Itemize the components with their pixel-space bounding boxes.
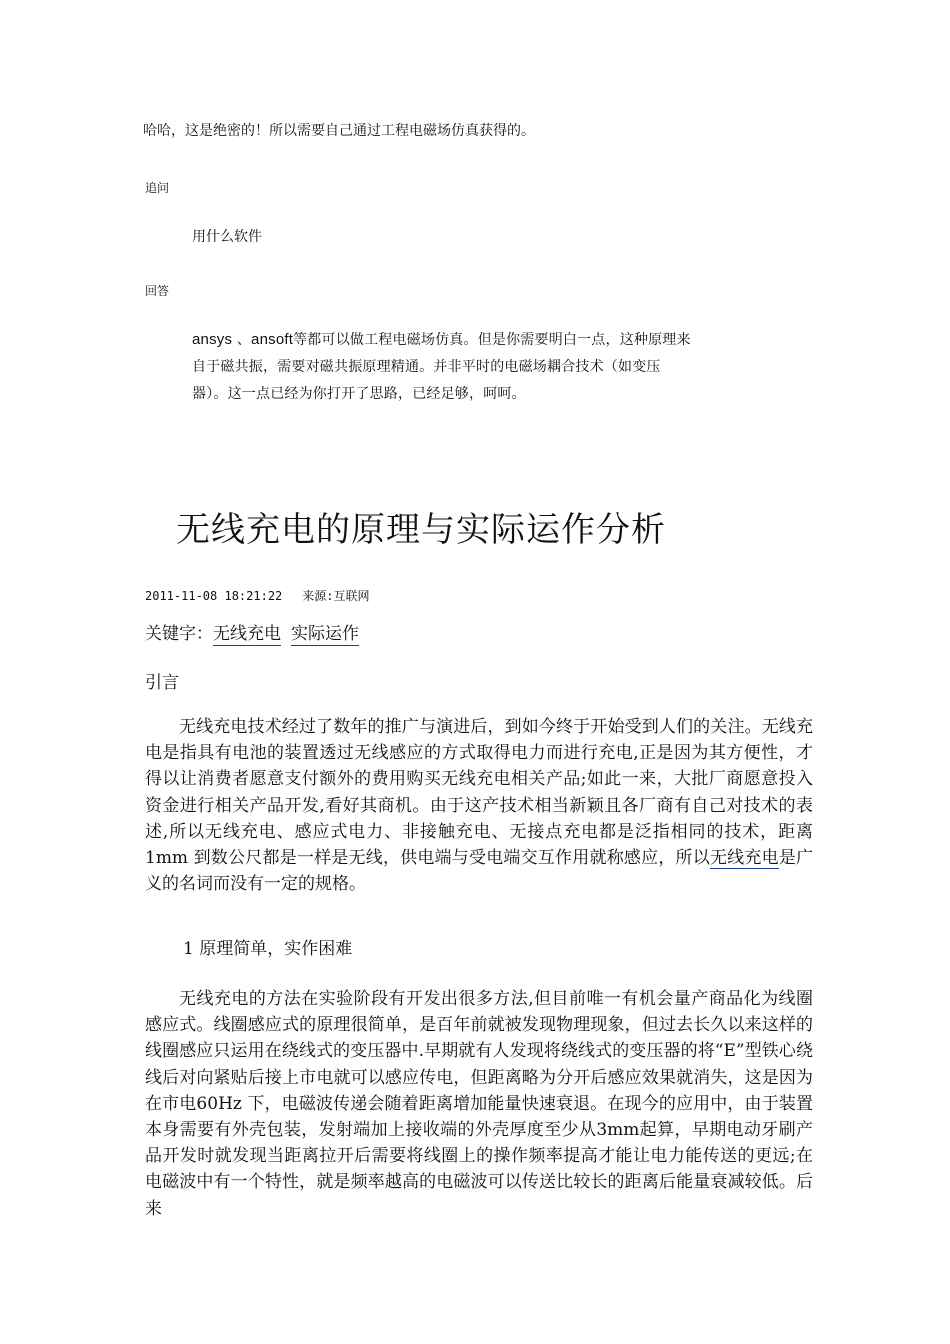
- followup-label: 追问: [145, 181, 170, 195]
- article-meta: [145, 587, 370, 605]
- article-source: 来源:互联网: [302, 589, 370, 603]
- keywords-label: 关键字：: [145, 624, 213, 644]
- keyword-link-wireless-charging[interactable]: 无线充电: [213, 624, 281, 644]
- intro-paragraph: [145, 714, 813, 897]
- section-heading-1: 1 原理简单，实作困难: [183, 939, 353, 959]
- answer-software-1: ansys: [192, 331, 233, 348]
- answer-label: 回答: [145, 284, 170, 298]
- reply-text: 哈哈，这是绝密的！所以需要自己通过工程电磁场仿真获得的。: [143, 123, 535, 139]
- intro-heading: 引言: [145, 673, 179, 693]
- followup-text: 用什么软件: [192, 229, 262, 245]
- answer-text: [192, 326, 692, 408]
- inline-link-wireless-charging[interactable]: 无线充电: [709, 848, 779, 869]
- answer-body: 等都可以做工程电磁场仿真。但是你需要明白一点，这种原理来自于磁共振，需要对磁共振原理精通。并非平时的电磁场耦合技术（如变压器）。这一点已经为你打开了思路，已经足够，呵呵。: [192, 332, 691, 402]
- keywords-line: [145, 620, 359, 648]
- intro-paragraph-text: 无线充电技术经过了数年的推广与演进后，到如今终于开始受到人们的关注。无线充电是指具有电池的装置透过无线感应的方式取得电力而进行充电,正是因为其方便性，才得以让消费者愿意支付额外的费用购买无线充电相关产品;如此一来，大批厂商愿意投入资金进行相关产品开发,看好其商机。由于这产技术相当新颖且各厂商有自己对技术的表述,所以无线充电、感应式电力、非接触充电、无接点充电都是泛指相同的技术，距离1mm 到数公尺都是一样是无线，供电端与受电端交互作用就称感应，所以: [145, 717, 813, 869]
- article-date: 2011-11-08 18:21:22: [145, 589, 283, 603]
- answer-separator: 、: [232, 332, 252, 348]
- intro-paragraph-end: 是广义的名词而没有一定的规格。: [145, 848, 814, 895]
- section-1-paragraph: 无线充电的方法在实验阶段有开发出很多方法,但目前唯一有机会量产商品化为线圈感应式。线圈感应式的原理很简单，是百年前就被发现物理现象，但过去长久以来这样的线圈感应只运用在绕线式的变压器中.早期就有人发现将绕线式的变压器的将“E”型铁心绕线后对向紧贴后接上市电就可以感应传电，但距离略为分开后感应效果就消失，这是因为在市电60Hz 下，电磁波传递会随着距离增加能量快速衰退。在现今的应用中，由于装置本身需要有外壳包装，发射端加上接收端的外壳厚度至少从3mm起算，早期电动牙刷产品开发时就发现当距离拉开后需要将线圈上的操作频率提高才能让电力能传送的更远;在电磁波中有一个特性，就是频率越高的电磁波可以传送比较长的距离后能量衰减较低。后来: [145, 989, 813, 1219]
- keyword-link-practical-operation[interactable]: 实际运作: [291, 624, 359, 644]
- answer-software-2: ansoft: [251, 331, 294, 348]
- article-title: 无线充电的原理与实际运作分析: [176, 510, 666, 550]
